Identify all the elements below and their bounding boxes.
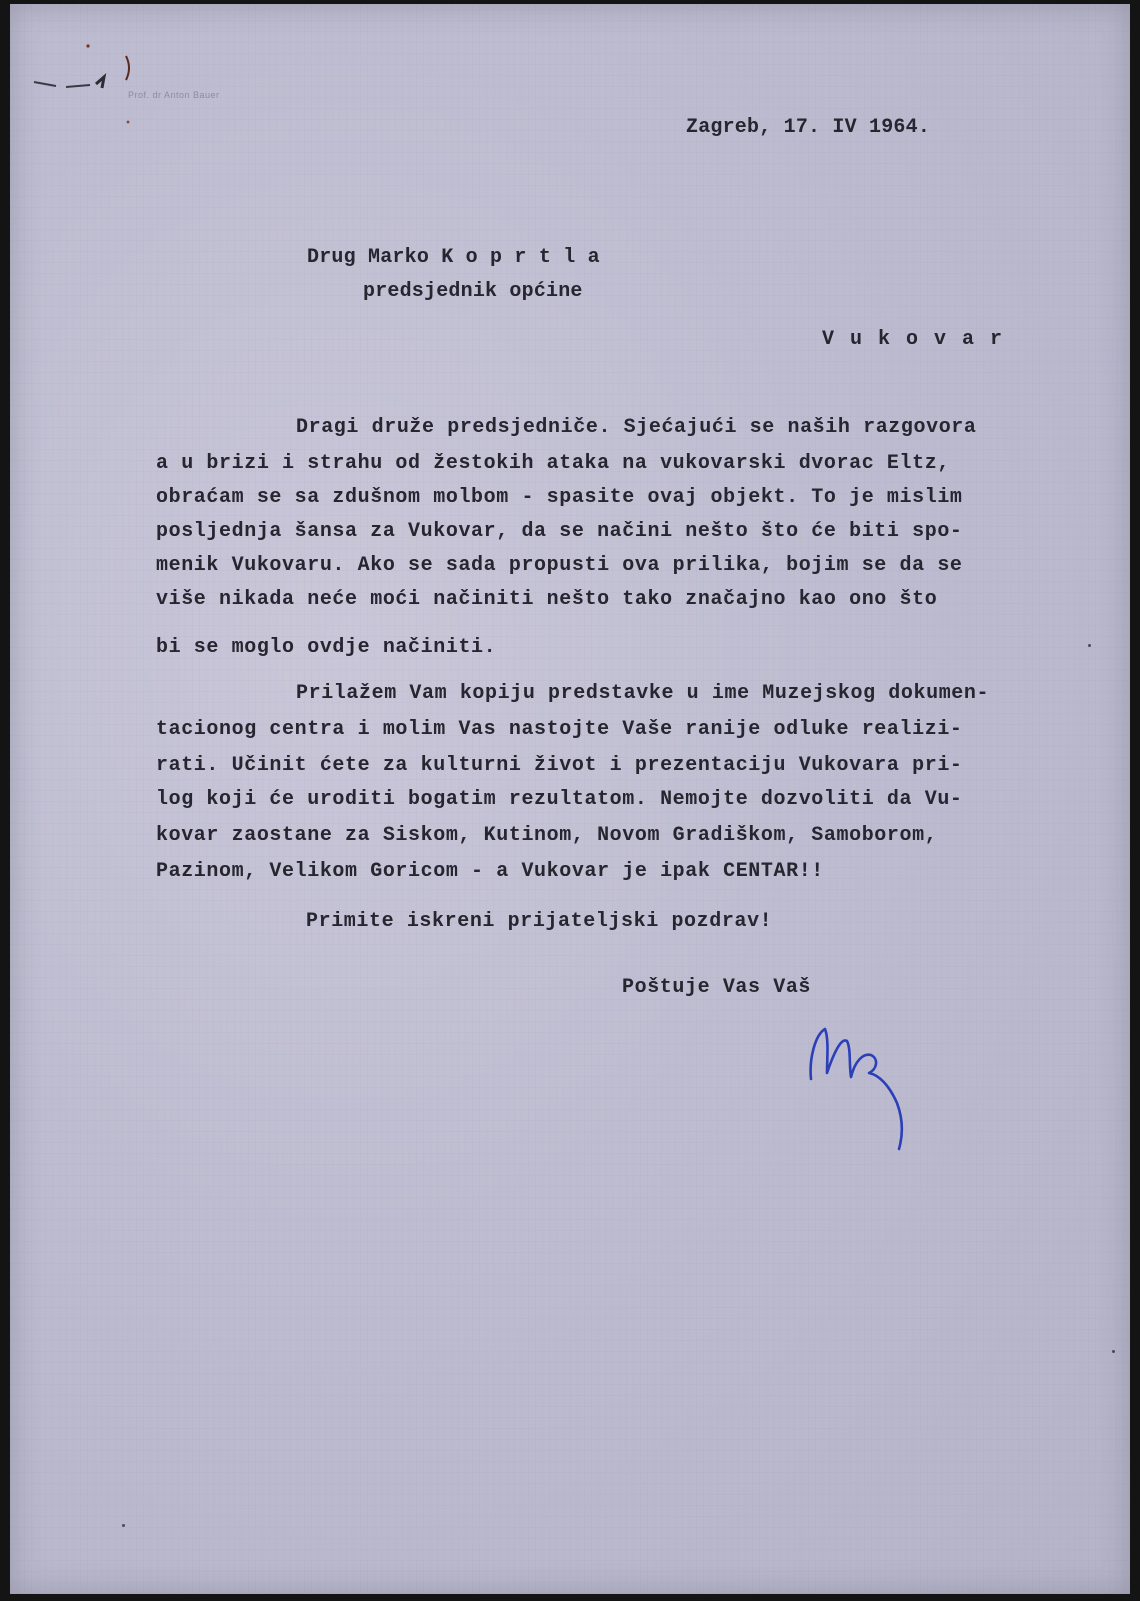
letter-date: Zagreb, 17. IV 1964. bbox=[686, 116, 931, 139]
body-line-8: Prilažem Vam kopiju predstavke u ime Muzejskog dokumen- bbox=[296, 682, 990, 705]
paper-speck bbox=[1112, 1350, 1115, 1353]
closing-sign-off: Poštuje Vas Vaš bbox=[622, 976, 812, 999]
body-line-10: rati. Učinit ćete za kulturni život i prezentaciju Vukovara pri- bbox=[156, 754, 963, 777]
paper-speck bbox=[1088, 644, 1091, 647]
recipient-name: Drug Marko K o p r t l a bbox=[307, 246, 600, 269]
recipient-role: predsjednik općine bbox=[363, 280, 583, 303]
body-line-2: a u brizi i strahu od žestokih ataka na vukovarski dvorac Eltz, bbox=[156, 452, 950, 475]
body-line-11: log koji će uroditi bogatim rezultatom. Nemojte dozvoliti da Vu- bbox=[156, 788, 963, 811]
handwritten-signature bbox=[805, 1019, 925, 1159]
body-line-9: tacionog centra i molim Vas nastojte Vaše ranije odluke realizi- bbox=[156, 718, 963, 741]
body-line-6: više nikada neće moći načiniti nešto tako značajno kao ono što bbox=[156, 588, 938, 611]
letter-sheet bbox=[10, 4, 1130, 1594]
body-line-3: obraćam se sa zdušnom molbom - spasite ovaj objekt. To je mislim bbox=[156, 486, 963, 509]
paper-speck bbox=[122, 1524, 125, 1527]
corner-ink-marks bbox=[30, 44, 150, 134]
body-line-5: menik Vukovaru. Ako se sada propusti ova prilika, bojim se da se bbox=[156, 554, 963, 577]
closing-greeting: Primite iskreni prijateljski pozdrav! bbox=[306, 910, 773, 933]
recipient-city: V u k o v a r bbox=[822, 328, 1005, 351]
letterhead-stamp: Prof. dr Anton Bauer bbox=[128, 90, 220, 100]
body-line-1: Dragi druže predsjedniče. Sjećajući se naših razgovora bbox=[296, 416, 977, 439]
body-line-12: kovar zaostane za Siskom, Kutinom, Novom Gradiškom, Samoborom, bbox=[156, 824, 938, 847]
body-line-4: posljednja šansa za Vukovar, da se načini nešto što će biti spo- bbox=[156, 520, 963, 543]
body-line-13: Pazinom, Velikom Goricom - a Vukovar je ipak CENTAR!! bbox=[156, 860, 824, 883]
body-line-7: bi se moglo ovdje načiniti. bbox=[156, 636, 497, 659]
